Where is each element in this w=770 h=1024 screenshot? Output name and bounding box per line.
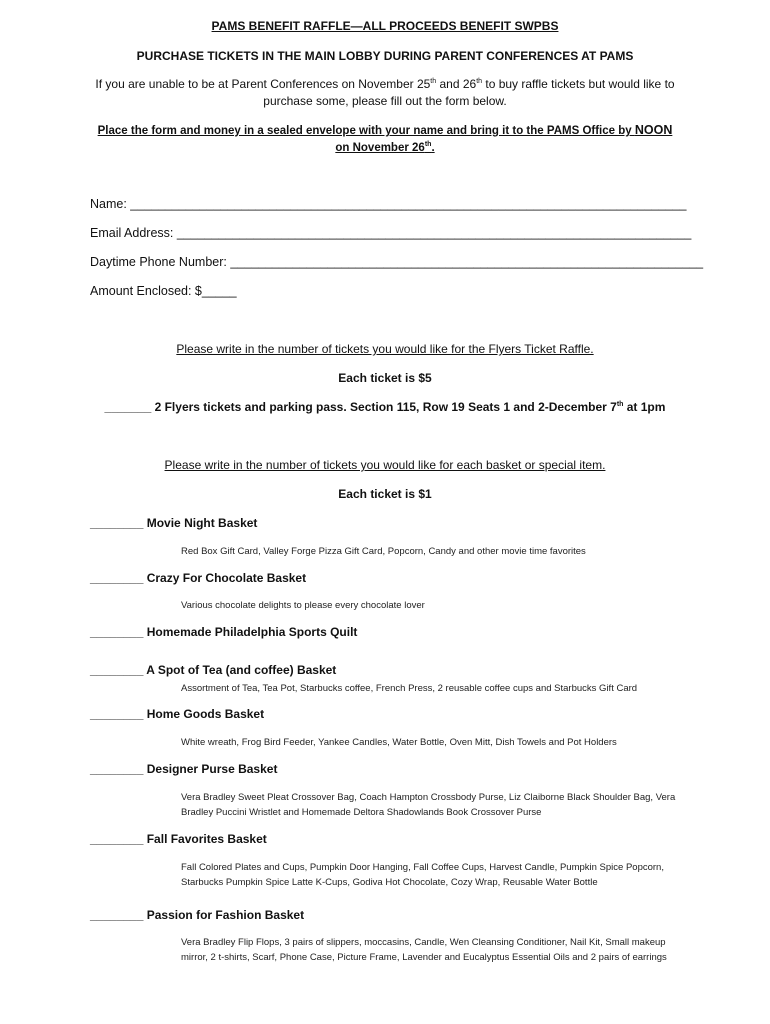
basket-item-chocolate[interactable]: ________ Crazy For Chocolate Basket	[90, 571, 307, 585]
flyers-price: Each ticket is $5	[338, 371, 432, 385]
basket-item-designer-purse[interactable]: ________ Designer Purse Basket	[90, 762, 278, 776]
basket-desc-fall-favorites: Fall Colored Plates and Cups, Pumpkin Door Hanging, Fall Coffee Cups, Harvest Candle, Pumpkin Spice Popcorn, Starbucks Pumpkin Spice Latte K-Cups, Godiva Hot Chocolate, Cozy Wrap, Reusable Water Bottle	[181, 862, 664, 888]
basket-item-movie-night[interactable]: ________ Movie Night Basket	[90, 516, 258, 530]
baskets-price: Each ticket is $1	[338, 487, 432, 501]
page-title: PAMS BENEFIT RAFFLE—ALL PROCEEDS BENEFIT SWPBS	[211, 19, 559, 33]
flyers-heading: Please write in the number of tickets you would like for the Flyers Ticket Raffle.	[176, 342, 594, 356]
basket-desc-home-goods: White wreath, Frog Bird Feeder, Yankee Candles, Water Bottle, Oven Mitt, Dish Towels and Pot Holders	[181, 737, 617, 748]
basket-item-fall-favorites[interactable]: ________ Fall Favorites Basket	[90, 832, 267, 846]
basket-item-tea[interactable]: ________ A Spot of Tea (and coffee) Basket	[90, 663, 337, 677]
basket-desc-designer-purse: Vera Bradley Sweet Pleat Crossover Bag, Coach Hampton Crossbody Purse, Liz Claiborne Black Shoulder Bag, Vera Bradley Puccini Wristlet and Homemade Deltora Shadowlands Book Crossover Purse	[181, 792, 676, 818]
page-subtitle: PURCHASE TICKETS IN THE MAIN LOBBY DURING PARENT CONFERENCES AT PAMS	[136, 49, 634, 63]
basket-desc-chocolate: Various chocolate delights to please every chocolate lover	[181, 600, 425, 611]
basket-desc-tea: Assortment of Tea, Tea Pot, Starbucks coffee, French Press, 2 reusable coffee cups and Starbucks Gift Card	[181, 683, 638, 694]
baskets-heading: Please write in the number of tickets you would like for each basket or special item.	[164, 458, 606, 472]
phone-field[interactable]: Daytime Phone Number: ____________________________________________________________________	[90, 255, 704, 269]
basket-item-sports-quilt[interactable]: ________ Homemade Philadelphia Sports Quilt	[90, 625, 358, 639]
basket-desc-fashion: Vera Bradley Flip Flops, 3 pairs of slippers, moccasins, Candle, Wen Cleansing Conditioner, Nail Kit, Small makeup mirror, 2 t-shirts, Scarf, Phone Case, Picture Frame, Lavender and Eucalyptus Essential Oils and 2 pairs of earrings	[181, 937, 667, 963]
basket-desc-movie-night: Red Box Gift Card, Valley Forge Pizza Gift Card, Popcorn, Candy and other movie time favorites	[181, 546, 586, 557]
basket-item-fashion[interactable]: ________ Passion for Fashion Basket	[90, 908, 305, 922]
flyers-ticket-line[interactable]: _______ 2 Flyers tickets and parking pass. Section 115, Row 19 Seats 1 and 2-December 7th at 1pm	[104, 400, 666, 414]
email-field[interactable]: Email Address: __________________________________________________________________________	[90, 226, 692, 240]
name-field[interactable]: Name: ________________________________________________________________________________	[90, 197, 687, 211]
amount-field[interactable]: Amount Enclosed: $_____	[90, 284, 237, 298]
intro-text: If you are unable to be at Parent Conferences on November 25th and 26th to buy raffle tickets but would like to purchase some, please fill out the form below.	[95, 77, 675, 108]
envelope-instructions: Place the form and money in a sealed envelope with your name and bring it to the PAMS Office by NOON on November 26th.	[97, 123, 673, 154]
basket-item-home-goods[interactable]: ________ Home Goods Basket	[90, 707, 265, 721]
